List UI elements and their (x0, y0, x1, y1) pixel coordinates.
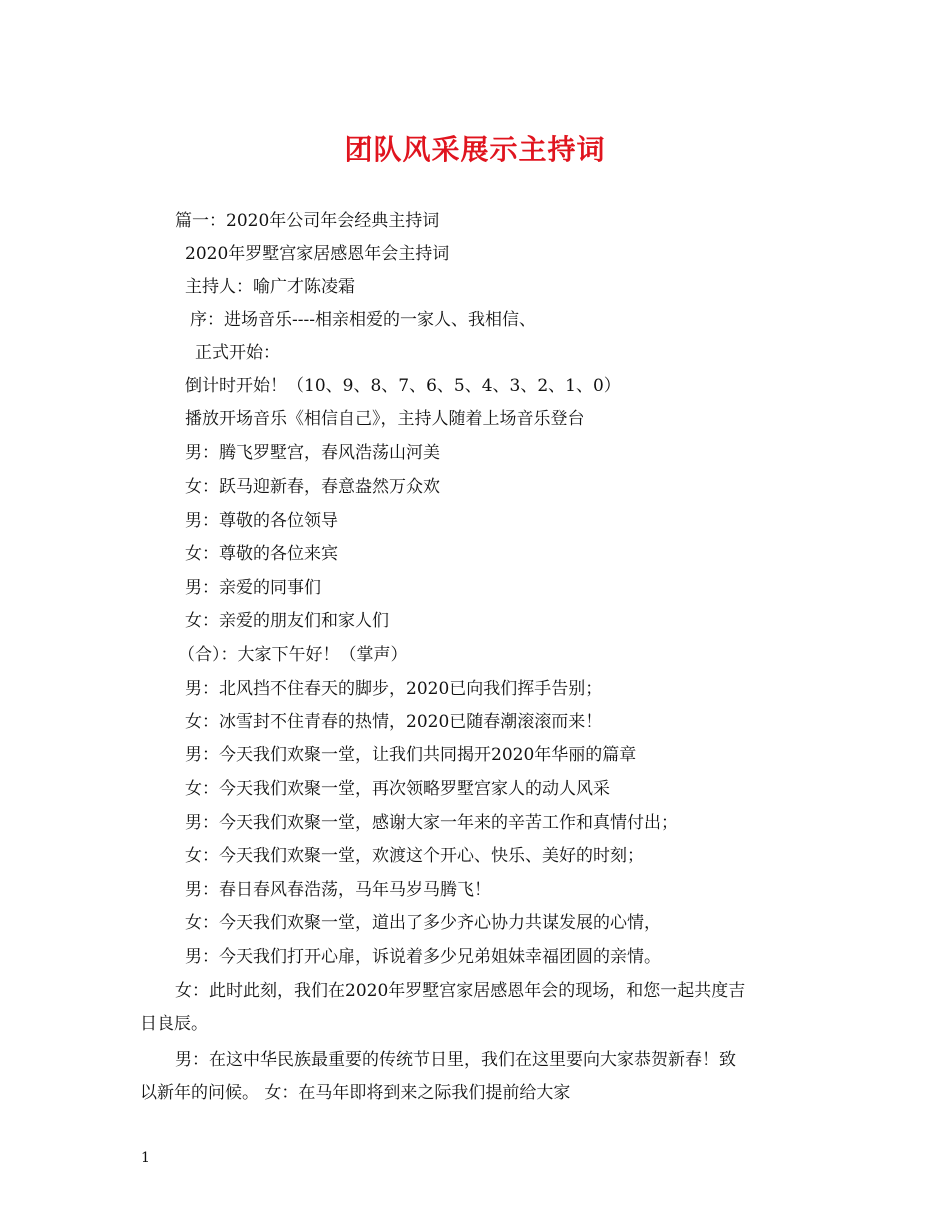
text-line: 男：亲爱的同事们 (185, 578, 321, 598)
text-line: 女：今天我们欢聚一堂，欢渡这个开心、快乐、美好的时刻； (185, 846, 644, 866)
text-line: 女：冰雪封不住青春的热情，2020已随春潮滚滚而来！ (185, 712, 603, 732)
text-line: 女：今天我们欢聚一堂，再次领略罗墅宫家人的动人风采 (185, 779, 610, 799)
text-line: 倒计时开始！（10、9、8、7、6、5、4、3、2、1、0） (185, 376, 621, 396)
text-line: 女：亲爱的朋友们和家人们 (185, 611, 389, 631)
text-line: （合）：大家下午好！（掌声） (178, 645, 408, 665)
text-line: 日良辰。 (140, 1014, 208, 1034)
document-title: 团队风采展示主持词 (344, 133, 606, 166)
text-line: 以新年的问候。 女：在马年即将到来之际我们提前给大家 (140, 1083, 571, 1103)
text-line: 男：腾飞罗墅宫，春风浩荡山河美 (185, 443, 440, 463)
text-line: 男：尊敬的各位领导 (185, 511, 338, 531)
text-line: 男：春日春风春浩荡，马年马岁马腾飞！ (185, 880, 491, 900)
text-line: 篇一：2020年公司年会经典主持词 (175, 211, 440, 231)
text-line: 男：北风挡不住春天的脚步，2020已向我们挥手告别； (185, 679, 603, 699)
text-line: 女：今天我们欢聚一堂，道出了多少齐心协力共谋发展的心情， (185, 913, 661, 933)
text-line: 男：今天我们打开心扉，诉说着多少兄弟姐妹幸福团圆的亲情。 (185, 947, 661, 967)
text-line: 正式开始： (195, 343, 280, 363)
text-line: 男：今天我们欢聚一堂，让我们共同揭开2020年华丽的篇章 (185, 745, 637, 765)
text-line: 2020年罗墅宫家居感恩年会主持词 (185, 244, 450, 264)
text-line: 女：此时此刻，我们在2020年罗墅宫家居感恩年会的现场，和您一起共度吉 (175, 981, 746, 1001)
text-line: 序：进场音乐----相亲相爱的一家人、我相信、 (190, 310, 536, 330)
text-line: 主持人：喻广才陈凌霜 (185, 277, 355, 297)
text-line: 女：跃马迎新春，春意盎然万众欢 (185, 477, 440, 497)
text-line: 女：尊敬的各位来宾 (185, 544, 338, 564)
text-line: 播放开场音乐《相信自己》，主持人随着上场音乐登台 (185, 409, 585, 429)
text-line: 男：在这中华民族最重要的传统节日里，我们在这里要向大家恭贺新春！致 (175, 1050, 736, 1070)
text-line: 男：今天我们欢聚一堂，感谢大家一年来的辛苦工作和真情付出； (185, 813, 678, 833)
page-number: 1 (141, 1150, 150, 1166)
